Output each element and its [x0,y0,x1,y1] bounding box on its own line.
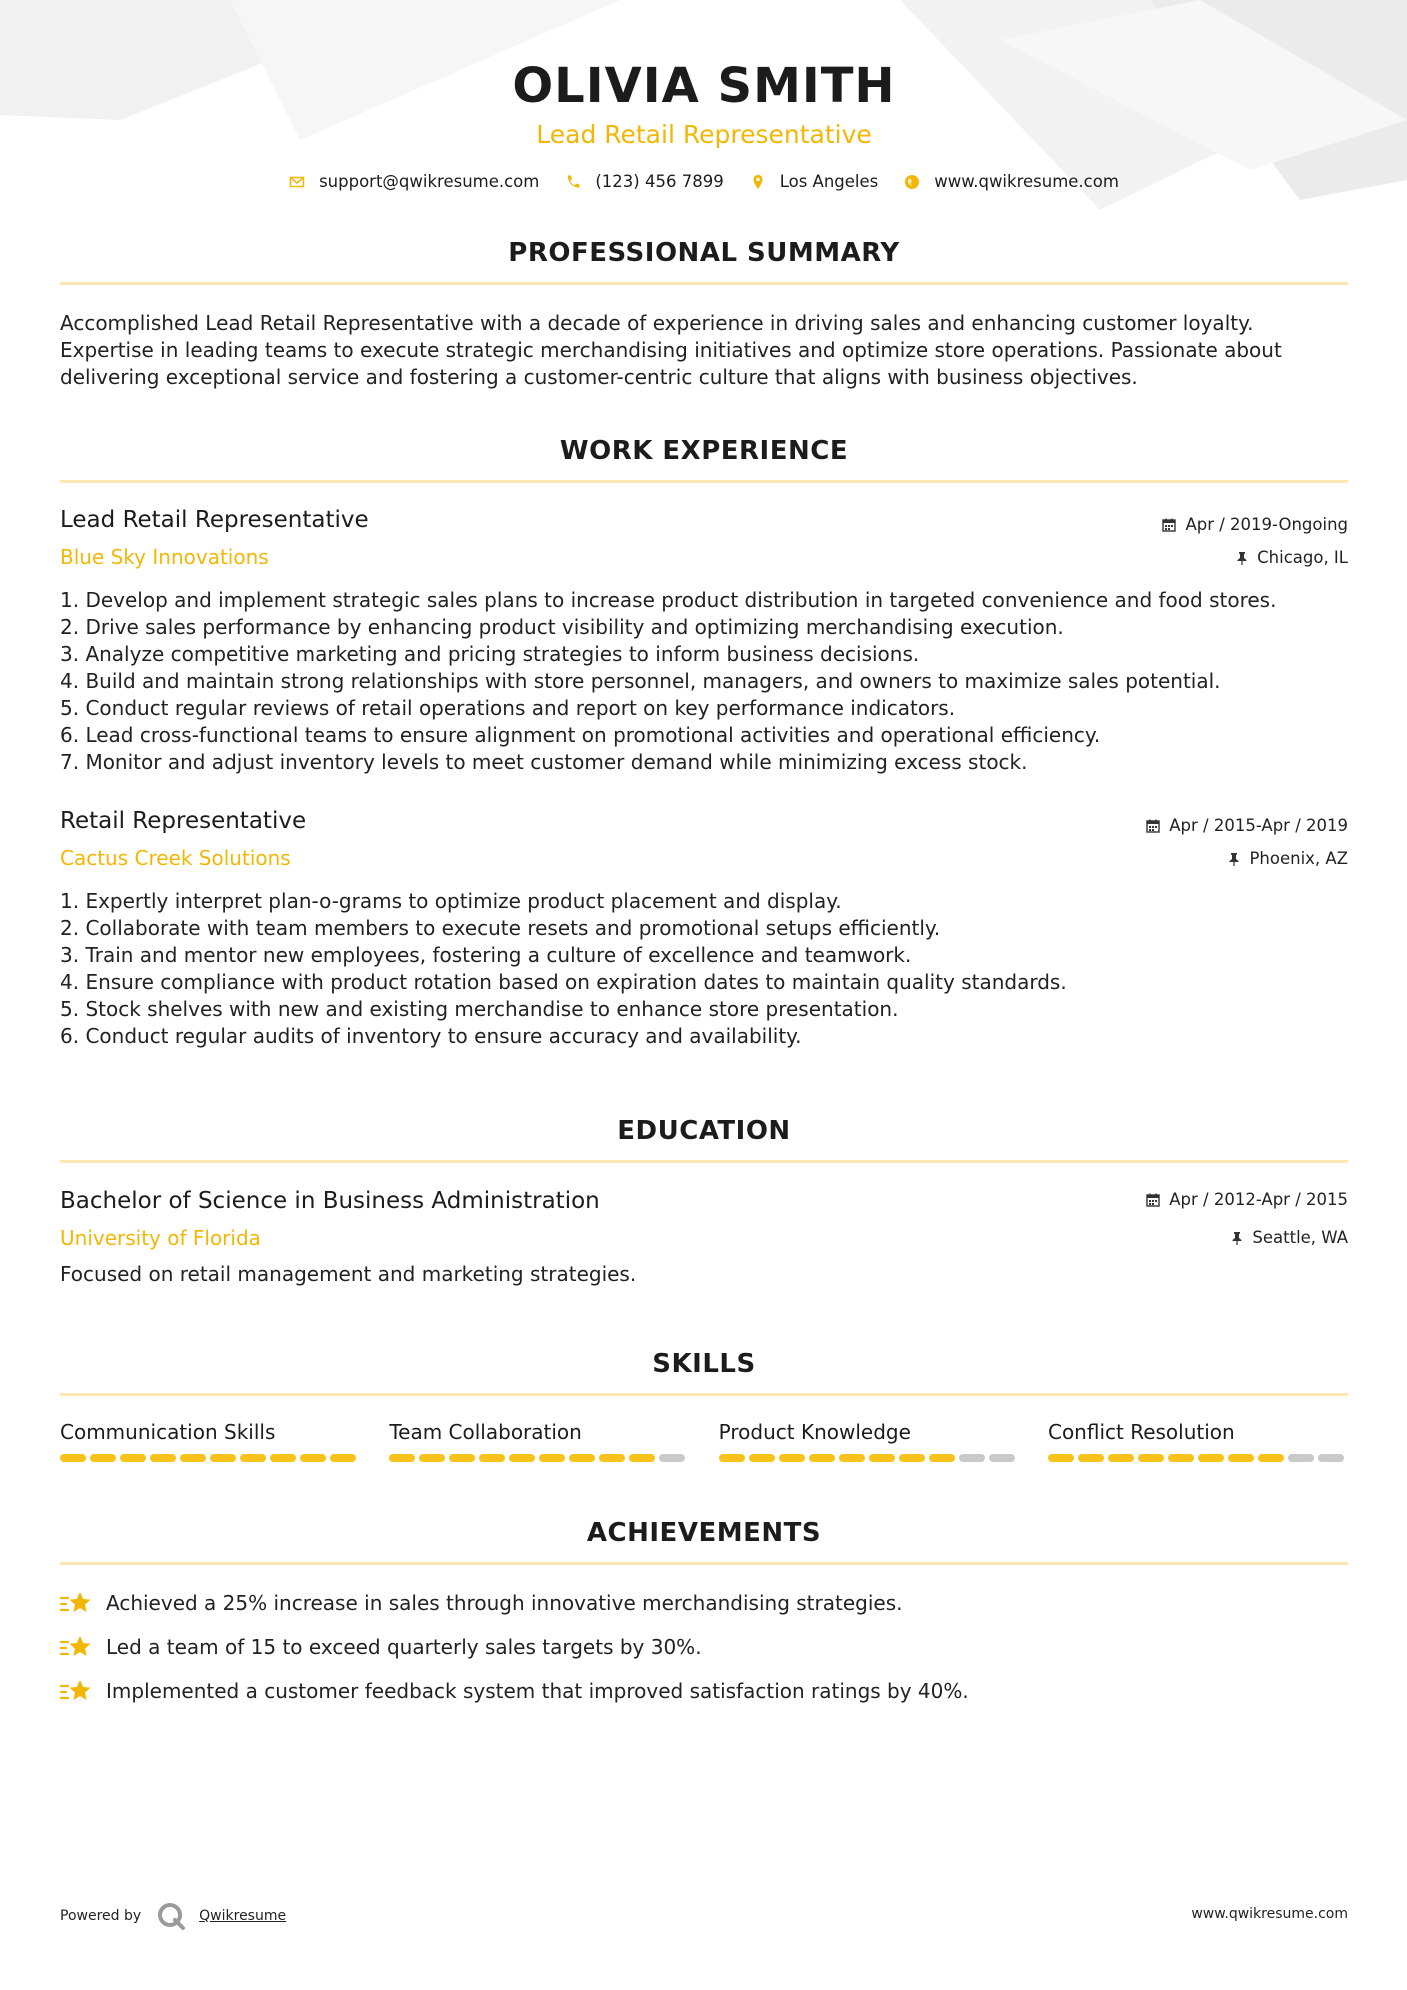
section-divider [60,480,1348,483]
rating-segment-empty [989,1454,1015,1462]
section-divider [60,1160,1348,1163]
rating-segment-filled [1258,1454,1284,1462]
achievement-item [60,1590,1348,1616]
section-title-achievements: ACHIEVEMENTS [586,1518,822,1548]
section-divider [60,1393,1348,1396]
calendar-icon [1162,518,1176,532]
pushpin-icon [1231,1231,1243,1245]
rating-segment-filled [899,1454,925,1462]
calendar-icon [1146,1193,1160,1207]
rating-segment-filled [839,1454,865,1462]
section-divider [60,1562,1348,1565]
education-dates [1146,1190,1348,1209]
star-icon [60,1634,92,1660]
job-title: Lead Retail Representative [60,507,369,533]
skill-item [1048,1420,1348,1462]
section-title-education: EDUCATION [617,1116,791,1146]
achievement-text: Led a team of 15 to exceed quarterly sales targets by 30%. [106,1635,702,1659]
bullet-item: 5. Conduct regular reviews of retail operations and report on key performance indicators. [60,696,956,720]
job-location-text: Phoenix, AZ [1249,849,1348,868]
education-description: Focused on retail management and marketing strategies. [60,1262,637,1286]
skill-name: Conflict Resolution [1047,1420,1235,1444]
skill-rating-bar [1048,1454,1348,1462]
education-location [1231,1228,1348,1247]
rating-segment-filled [809,1454,835,1462]
rating-segment-filled [479,1454,505,1462]
bullet-item: 3. Analyze competitive marketing and pricing strategies to inform business decisions. [60,642,920,666]
rating-segment-filled [270,1454,296,1462]
rating-segment-filled [330,1454,356,1462]
rating-segment-filled [90,1454,116,1462]
rating-segment-filled [120,1454,146,1462]
summary-line: Accomplished Lead Retail Representative with a decade of experience in driving sales and enhancing customer loyalty. [60,311,1254,335]
school-name: University of Florida [60,1226,261,1250]
brand-link[interactable]: Qwikresume [199,1908,287,1924]
summary-text [60,310,1348,391]
bullet-item: 5. Stock shelves with new and existing merchandise to enhance store presentation. [60,997,899,1021]
bullet-item: 6. Conduct regular audits of inventory to ensure accuracy and availability. [60,1024,802,1048]
skill-item [719,1420,1019,1462]
contact-email[interactable] [289,172,539,191]
footer-site-link[interactable]: www.qwikresume.com [1191,1906,1348,1922]
location-text: Los Angeles [779,172,879,191]
contact-phone[interactable] [565,172,723,191]
rating-segment-filled [569,1454,595,1462]
rating-segment-filled [1228,1454,1254,1462]
job-location [1228,849,1348,868]
bullet-item: 2. Drive sales performance by enhancing product visibility and optimizing merchandising execution. [60,615,1064,639]
qwikresume-logo-icon [157,1902,185,1930]
powered-by-text: Powered by [60,1908,142,1924]
candidate-role: Lead Retail Representative [536,120,872,149]
pushpin-icon [1236,551,1248,565]
achievement-text: Implemented a customer feedback system that improved satisfaction ratings by 40%. [106,1679,969,1703]
education-dates-text: Apr / 2012-Apr / 2015 [1169,1190,1348,1209]
star-icon [60,1678,92,1704]
rating-segment-filled [779,1454,805,1462]
rating-segment-filled [599,1454,625,1462]
pushpin-icon [1228,852,1240,866]
job-location [1236,548,1348,567]
skill-rating-bar [719,1454,1019,1462]
job-dates [1162,515,1348,534]
rating-segment-empty [1288,1454,1314,1462]
job-company: Cactus Creek Solutions [60,846,291,870]
rating-segment-filled [629,1454,655,1462]
skills-list [60,1420,1348,1462]
contact-website[interactable] [904,172,1119,191]
contact-location [750,172,879,191]
rating-segment-filled [719,1454,745,1462]
skill-rating-bar [60,1454,360,1462]
rating-segment-empty [959,1454,985,1462]
rating-segment-filled [60,1454,86,1462]
rating-segment-filled [419,1454,445,1462]
website-text: www.qwikresume.com [934,172,1119,191]
globe-icon [904,174,920,190]
rating-segment-filled [1168,1454,1194,1462]
star-icon [60,1590,92,1616]
bullet-item: 4. Build and maintain strong relationships with store personnel, managers, and owners to maximize sales potential. [60,669,1221,693]
achievement-text: Achieved a 25% increase in sales through innovative merchandising strategies. [106,1591,903,1615]
achievement-item [60,1678,1348,1704]
skill-name: Team Collaboration [389,1420,582,1444]
job-dates-text: Apr / 2015-Apr / 2019 [1169,816,1348,835]
rating-segment-filled [1138,1454,1164,1462]
job-dates [1146,816,1348,835]
rating-segment-filled [749,1454,775,1462]
email-text: support@qwikresume.com [319,172,540,191]
envelope-icon [289,174,305,190]
job-location-text: Chicago, IL [1257,548,1348,567]
job-company: Blue Sky Innovations [60,545,269,569]
achievement-item [60,1634,1348,1660]
rating-segment-filled [1108,1454,1134,1462]
rating-segment-filled [509,1454,535,1462]
section-title-summary: PROFESSIONAL SUMMARY [508,238,900,268]
bullet-item: 1. Expertly interpret plan-o-grams to optimize product placement and display. [60,889,842,913]
rating-segment-empty [1318,1454,1344,1462]
skill-item [389,1420,689,1462]
summary-line: Expertise in leading teams to execute strategic merchandising initiatives and optimize store operations. Passionate about [60,338,1282,362]
bullet-item: 1. Develop and implement strategic sales plans to increase product distribution in targeted convenience and food stores. [60,588,1277,612]
skill-rating-bar [389,1454,689,1462]
bullet-item: 7. Monitor and adjust inventory levels to meet customer demand while minimizing excess stock. [60,750,1028,774]
rating-segment-filled [150,1454,176,1462]
rating-segment-filled [240,1454,266,1462]
rating-segment-empty [659,1454,685,1462]
footer-powered-by [60,1902,286,1930]
rating-segment-filled [929,1454,955,1462]
job-dates-text: Apr / 2019-Ongoing [1185,515,1348,534]
map-pin-icon [750,174,766,190]
section-title-experience: WORK EXPERIENCE [559,436,849,466]
rating-segment-filled [1198,1454,1224,1462]
rating-segment-filled [180,1454,206,1462]
rating-segment-filled [300,1454,326,1462]
bullet-item: 2. Collaborate with team members to execute resets and promotional setups efficiently. [60,916,941,940]
education-location-text: Seattle, WA [1252,1228,1348,1247]
job-title: Retail Representative [60,808,307,834]
bullet-item: 4. Ensure compliance with product rotation based on expiration dates to maintain quality standards. [60,970,1067,994]
section-title-skills: SKILLS [652,1349,756,1379]
skill-name: Product Knowledge [718,1420,911,1444]
rating-segment-filled [210,1454,236,1462]
rating-segment-filled [869,1454,895,1462]
degree-title: Bachelor of Science in Business Administration [60,1188,600,1214]
candidate-name: OLIVIA SMITH [512,58,896,114]
phone-text: (123) 456 7899 [595,172,724,191]
phone-icon [565,174,581,190]
job-bullets [60,888,1348,1050]
rating-segment-filled [1048,1454,1074,1462]
rating-segment-filled [1078,1454,1104,1462]
rating-segment-filled [449,1454,475,1462]
rating-segment-filled [539,1454,565,1462]
calendar-icon [1146,819,1160,833]
rating-segment-filled [389,1454,415,1462]
bullet-item: 3. Train and mentor new employees, fostering a culture of excellence and teamwork. [60,943,912,967]
skill-name: Communication Skills [60,1420,276,1444]
job-bullets [60,587,1348,776]
bullet-item: 6. Lead cross-functional teams to ensure alignment on promotional activities and operational efficiency. [60,723,1101,747]
contact-bar [60,172,1348,191]
section-divider [60,282,1348,285]
skill-item [60,1420,360,1462]
summary-line: delivering exceptional service and fostering a customer-centric culture that aligns with business objectives. [60,365,1138,389]
